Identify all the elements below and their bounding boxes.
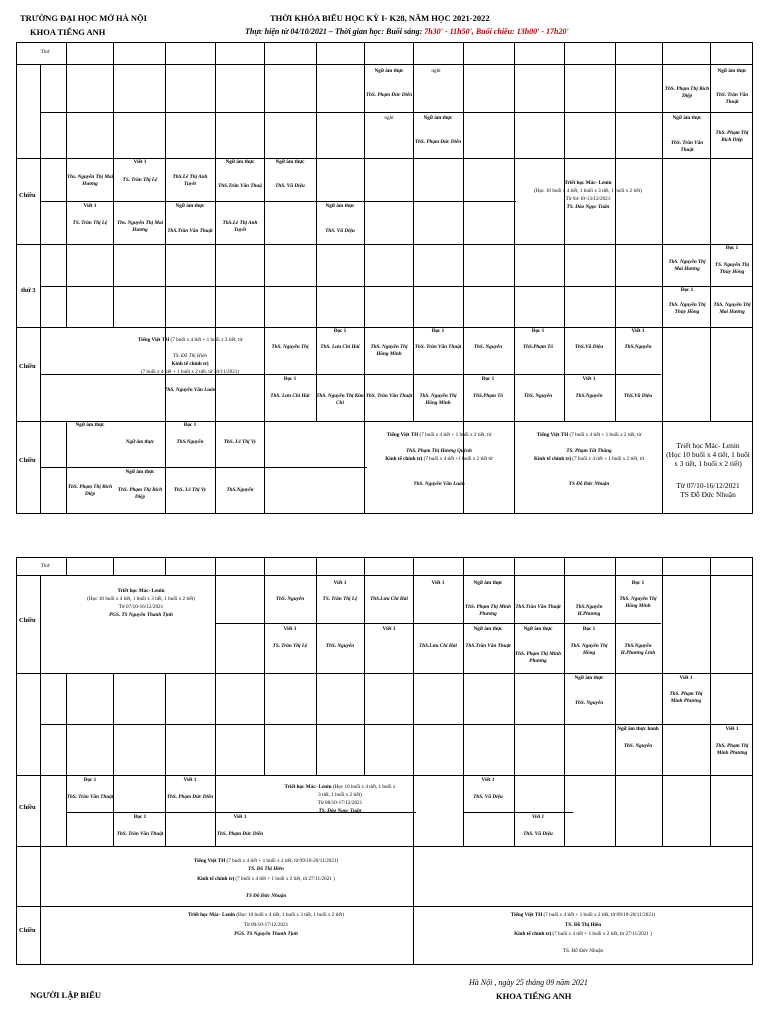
teacher-name: ThS. Lê Thị Vy [223, 439, 257, 445]
cell-label: Đọc 1 [481, 376, 495, 382]
course-dates: Từ 08/10-17/12/2021 [317, 800, 363, 806]
course-title [116, 876, 416, 883]
course-note: (7 buổi x 4 tiết + 1 buổi x 2 tiết, từ [419, 432, 492, 438]
cell-label: Viết 1 [83, 203, 97, 209]
teacher-name: ThS. Nguyễn Thị Hồng Minh [619, 596, 657, 609]
course-title: Triết học Mác- Lenin [117, 588, 165, 594]
course-note: (Học 10 buổi x 4 tiết, 1 buổi x 3 tiết, 1 buổi x 2 tiết) [87, 596, 195, 602]
col-header-thu: Thứ [40, 49, 50, 55]
course-title-text: Kinh tế chính trị [533, 456, 571, 462]
cell-label: Đọc 1 [333, 328, 347, 334]
cell-label: Đọc 1 [133, 814, 147, 820]
cell-label: Ngữ âm thực [672, 115, 702, 121]
course-dates: Từ 04-10-13/12/2021 [565, 196, 611, 202]
teacher-name: PGS. TS Nguyễn Thanh Tịnh [109, 612, 173, 618]
teacher-name: ThS. Nguyễn Văn Luân [413, 481, 465, 487]
cell-label: Ngữ âm thực [523, 626, 553, 632]
cell-label: Đọc 1 [725, 245, 739, 251]
teacher-name: ThS. Phạm Đức Diễn [414, 139, 462, 145]
teacher-name: TS. Đào Ngọc Tuấn [318, 808, 362, 814]
course-title [116, 858, 416, 865]
teacher-name: TS. Trần Thị Lệ [122, 177, 158, 183]
teacher-name: ThS.Nguyễn [176, 439, 204, 445]
cell-label: Ngữ âm thực [473, 580, 503, 586]
course-title [414, 931, 752, 938]
course-note: (7 buổi x 4 tiết +1 buổi x 2 tiết từ [423, 456, 493, 462]
teacher-name: ThS.Nguyễn [575, 393, 603, 399]
teacher-name: ThS.Lưu Chi Hải [370, 596, 408, 602]
teacher-name: ThS. Phạm Thị Bích Diệp [715, 130, 749, 143]
course-title-text: Kinh tế chính trị [197, 876, 235, 882]
cell-label: Ngữ âm thực [125, 469, 155, 475]
teacher-name: ThS.Phạm Tố [473, 393, 503, 399]
teacher-name: ThS. Phạm Đức Diễn [166, 794, 214, 800]
teacher-name: ThS. Nguyễn Thị Hồng Minh [370, 344, 408, 357]
teacher-name: TS. Trần Thị Lệ [272, 643, 308, 649]
teacher-name: TS. Trần Thị Lệ [322, 596, 358, 602]
course-note: (7 buổi x 4 tiết + 1 buổi x 2 tiết, từ 09/10-20/11/2021) [543, 912, 656, 918]
teacher-name: ThS. Nguyễn [325, 643, 355, 649]
cell-label: Ngữ âm thực [75, 422, 105, 428]
cell-label: Viết 1 [481, 777, 495, 783]
teacher-name: ThS. Trần Văn Thuật [116, 831, 164, 837]
course-note: (Học 10 buổi x 4 tiết, 1 buổi x 3 tiết, 1 buổi x 2 tiết) [534, 188, 642, 194]
teacher-name: ThS. Phạm Đức Diễn [365, 92, 413, 98]
course-title: Triết học Mác- Lenin [564, 180, 612, 186]
teacher-name: ThS. Phạm Thị Minh Phương [715, 743, 749, 756]
teacher-name: ThS. Nguyễn Thị Mai Hương [713, 302, 751, 315]
faculty-name: KHOA TIẾNG ANH [30, 27, 106, 37]
teacher-name: ThS. Vũ Diệu [523, 831, 553, 837]
teacher-name: ThS. Nguyễn Thị Mai Hương [668, 259, 706, 272]
cell-label: Viết 1 [725, 726, 739, 732]
teacher-name: ThS. Phạm Đức Diễn [216, 831, 264, 837]
teacher-name: ThS.Phạm Tố [523, 344, 553, 350]
cell-label: Ngữ âm thực [225, 159, 255, 165]
course-dates: Từ 09/10-17/12/2021 [243, 922, 289, 928]
sign-date: Hà Nội , ngày 25 tháng 09 năm 2021 [469, 978, 588, 987]
teacher-name: ThS.Trần Văn Thuậ [218, 183, 262, 189]
teacher-name: TS. Đỗ Đức Nhuận [562, 948, 604, 954]
teacher-name: ThS.Lê Thị Anh Tuyết [172, 174, 208, 187]
teacher-name: ThS. Vũ Diệu [275, 183, 305, 189]
schedule-subtitle [245, 27, 569, 36]
teacher-name: ThS. Phạm Thị Minh Phương [669, 691, 703, 704]
teacher-name: TS Đỗ Đức Nhuận [245, 893, 287, 899]
course-note: 3 tiết, 1 buổi x 2 tiết) [318, 792, 362, 798]
course-title [414, 912, 752, 919]
page-title: THỜI KHÓA BIỂU HỌC KỲ I- K28, NĂM HỌC 2021-2022 [270, 13, 490, 23]
teacher-name: TS. Đào Ngọc Tuấn [566, 204, 610, 210]
teacher-name: TS. Nguyễn Thị Thúy Hồng [714, 262, 750, 275]
cell-label: Viết 1 [531, 814, 545, 820]
course-title-text: Tiếng Việt TH [510, 912, 543, 918]
cell-label: Viết 1 [382, 626, 396, 632]
course-title-text: Tiếng Việt TH [386, 432, 419, 438]
course-title-text: Tiếng Việt TH [193, 858, 226, 864]
teacher-name: ThS.Nguyễn [624, 344, 652, 350]
teacher-name: ThS. Nguyễn Văn Luân [164, 387, 216, 393]
cell-label: Đọc 1 [631, 580, 645, 586]
teacher-name: ThS. Phạm Thị Minh Phương [514, 651, 562, 664]
label-chieu-2: Chiều [19, 363, 36, 370]
teacher-name: TS. Đỗ Thị Hiên [248, 866, 284, 872]
cell-label: Ngữ âm thực [374, 68, 404, 74]
teacher-name: ThS.Nguyễn H.Phương Linh [620, 643, 656, 656]
cell-note: nghỉ [384, 115, 394, 121]
course-note: (Học 10 buổi x 4 tiết, 1 buổi x [332, 784, 396, 790]
teacher-name: ThS.Nguyễn [226, 487, 254, 493]
cell-label: Ngữ âm thực hành [617, 726, 659, 732]
teacher-name: Ths. Nguyễn Thị Mai Hương [66, 174, 114, 187]
teacher-name: ThS. Trần Văn Thuật [365, 393, 413, 399]
cell-label: Đọc 1 [431, 328, 445, 334]
label-chieu-5: Chiều [19, 804, 36, 811]
course-note: (7 buổi x 4 tiết + 1 buổi x 2 tiết, từ 30/11/2021) [140, 369, 240, 375]
teacher-name: ThS. Lê Thị Vy [173, 487, 207, 493]
course-title [366, 432, 512, 439]
cell-label: Viết 1 [631, 328, 645, 334]
cell-label: Viết 1 [283, 626, 297, 632]
teacher-name: ThS. Phạm Thị Bích Diệp [117, 487, 163, 500]
cell-label: Ngữ âm thực [275, 159, 305, 165]
afternoon-time: Buổi chiều: 13h00' - 17h20' [475, 27, 569, 36]
course-title-text: Triết học Mác- Lenin [188, 912, 236, 918]
course-title [516, 432, 662, 439]
teacher-name: ThS.Vũ Diệu [574, 344, 604, 350]
teacher-name: ThS. Nguyễn [523, 393, 553, 399]
teacher-name: Ths. Nguyễn Thị Mai Hương [116, 220, 164, 233]
subtitle-prefix: Thực hiện từ 04/10/2021 – Thời gian học: Buổi sáng: [245, 27, 423, 36]
teacher-name: ThS. Lưu Chi Hải [320, 344, 360, 350]
teacher-name: ThS. Lưu Chi Hải [270, 393, 310, 399]
teacher-name: TS. Trần Thị Lệ [72, 220, 108, 226]
course-title-text: Kinh tế chính trị [514, 931, 552, 937]
teacher-name: ThS.Trần Văn Thuật [515, 604, 561, 610]
teacher-name: TS. Đỗ Thị Hiên [564, 922, 602, 928]
cell-label: Đọc 1 [680, 287, 694, 293]
course-note: (7 buổi x 4 tiết + 1 buổi x 2 tiết, từ 09/10-20/11/2021) [226, 858, 339, 864]
morning-time: 7h30' - 11h50', [424, 27, 474, 36]
school-name: TRƯỜNG ĐẠI HỌC MỞ HÀ NỘI [20, 13, 147, 23]
teacher-name: PGS. TS Nguyễn Thanh Tịnh [234, 931, 298, 937]
cell-label: Đọc 1 [531, 328, 545, 334]
teacher-name: ThS.Trần Văn Thuật [465, 643, 511, 649]
teacher-name: TS Đỗ Đức Nhuận [680, 490, 736, 499]
cell-label: Ngữ âm thực [423, 115, 453, 121]
course-note: (7 buổi x 4 tiết + 1 buổi x 2 tiết, từ [572, 456, 645, 462]
teacher-name: Ngữ âm thực [125, 439, 155, 445]
teacher-name: ThS.Vũ Diệu [623, 393, 653, 399]
teacher-name: ThS. Trần Văn Thuật [670, 140, 704, 153]
cell-label: Đọc 1 [582, 626, 596, 632]
course-title [366, 456, 512, 463]
cell-label: Viết 1 [233, 814, 247, 820]
cell-label: Ngữ âm thực [574, 675, 604, 681]
label-chieu-6: Chiều [19, 927, 36, 934]
teacher-name: ThS. Nguyễn [473, 344, 503, 350]
teacher-name: ThS.Lê Thị Anh Tuyết [222, 220, 258, 233]
teacher-name: ThS. Phạm Thị Hương Quỳnh [406, 448, 472, 454]
teacher-name: ThS. Trần Văn Thuật [715, 92, 749, 105]
footer-faculty: KHOA TIẾNG ANH [496, 991, 572, 1001]
teacher-name: ThS.Nguyễn H.Phương [575, 604, 603, 617]
course-title-text: Tiếng Việt TH [137, 337, 170, 343]
teacher-name: ThS. Nguyễn [275, 596, 305, 602]
course-note: (7 buổi x 4 tiết + 1 buổi x 2 tiết, từ 27/11/2021 ) [552, 931, 652, 937]
teacher-name: ThS. Nguyễn Thị Hồng Minh [419, 393, 457, 406]
teacher-name: ThS. Phạm Thị Bích Diệp [664, 86, 710, 99]
teacher-name: ThS. Vũ Diệu [473, 794, 503, 800]
course-title [266, 784, 414, 791]
teacher-name: TS. Phạm Tất Thắng [566, 448, 612, 454]
cell-label: Đọc 1 [183, 422, 197, 428]
teacher-name: ThS. Vũ Diệu [325, 228, 355, 234]
course-title-text: Tiếng Việt TH [536, 432, 569, 438]
teacher-name: ThS. Nguyễn [623, 743, 653, 749]
col-header-thu-2: Thứ [40, 563, 50, 569]
course-note: (7 buổi x 4 tiết + 1 buổi x 2 tiết, từ [569, 432, 642, 438]
teacher-name: ThS. Trần Văn Thuật [66, 794, 114, 800]
teacher-name: ThS. Nguyễn Thị Hồng [570, 643, 608, 656]
teacher-name: TS. Đỗ Thị Hiên [172, 353, 207, 359]
course-title [516, 456, 662, 463]
cell-label: Ngữ âm thực [325, 203, 355, 209]
cell-note: nghỉ [431, 68, 441, 74]
cell-label: Viết 1 [582, 376, 596, 382]
teacher-name: ThS. Nguyễn [574, 700, 604, 706]
teacher-name: TS Đỗ Đức Nhuận [568, 481, 610, 487]
teacher-name: ThS. Nguyễn Thị Thúy Hồng [668, 302, 706, 315]
course-dates: Từ 07/10-16/12/2021 [118, 604, 164, 610]
course-note: (7 buổi x 4 tiết + 1 buổi x 2 tiết, từ [170, 337, 243, 343]
teacher-name: ThS.Trần Văn Thuật [167, 228, 213, 234]
teacher-name: ThS. Trần Văn Thuật [414, 344, 462, 350]
teacher-name: ThS. Phạm Thị Minh Phương [464, 604, 512, 617]
cell-label: Viết 1 [431, 580, 445, 586]
teacher-name: ThS. Nguyễn Thị Kim Chi [316, 393, 364, 406]
course-note: (Học 10 buổi x 4 tiết, 1 buổi x 3 tiết, 1 buổi x 2 tiết) [236, 912, 344, 918]
cell-label: Viết 1 [183, 777, 197, 783]
cell-label: Viết 1 [679, 675, 693, 681]
label-thu3: thứ 3 [21, 287, 36, 294]
teacher-name: ThS. Nguyễn Thị [271, 344, 309, 350]
course-note: (7 buổi x 4 tiết + 1 buổi x 2 tiết, từ 27/11/2021 ) [235, 876, 335, 882]
cell-label: Ngữ âm thực [175, 203, 205, 209]
cell-label: Ngữ âm thực [473, 626, 503, 632]
cell-label: Đọc 1 [283, 376, 297, 382]
course-note: (Học 10 buổi x 4 tiết, 1 buổi x 3 tiết, 1 buổi x 2 tiết) [666, 450, 750, 468]
label-chieu-3: Chiều [19, 457, 36, 464]
cell-label: Viết 1 [333, 580, 347, 586]
course-title-text: Triết học Mác- Lenin [284, 784, 332, 790]
course-title-text: Kinh tế chính trị [385, 456, 423, 462]
teacher-name: ThS. Phạm Thị Bích Diệp [67, 484, 113, 497]
course-title [116, 912, 416, 919]
teacher-name: ThS.Lưu Chi Hải [419, 643, 457, 649]
creator-label: NGƯỜI LẬP BIỂU [30, 990, 102, 1000]
course-title: Kinh tế chính trị [171, 361, 209, 367]
course-title: Triết học Mác- Lenin [676, 441, 740, 450]
label-chieu-1: Chiều [19, 192, 36, 199]
cell-label: Ngữ âm thực [717, 68, 747, 74]
course-title [116, 337, 264, 344]
course-dates: Từ 07/10-16/12/2021 [676, 481, 740, 490]
cell-label: Đọc 1 [83, 777, 97, 783]
cell-label: Viết 1 [133, 159, 147, 165]
label-chieu-4: Chiều [19, 617, 36, 624]
